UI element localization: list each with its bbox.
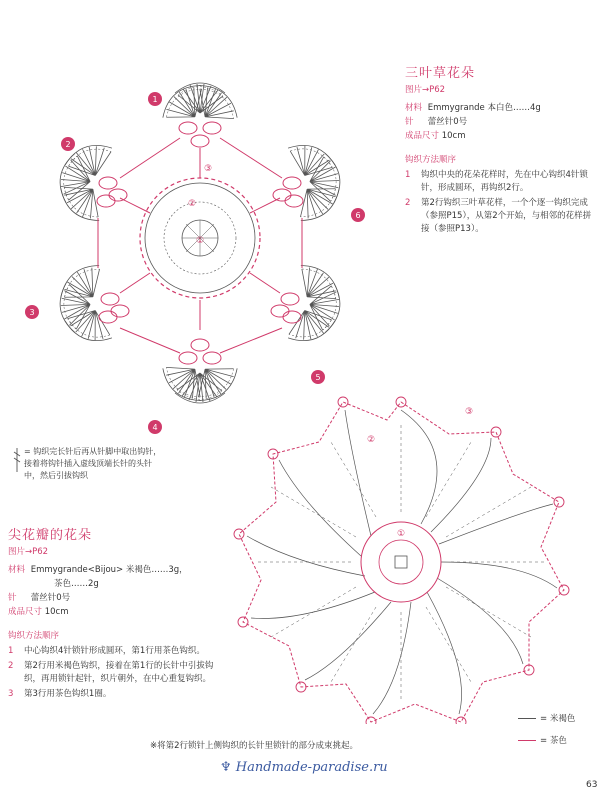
legend-line-icon (518, 740, 536, 741)
pointed-flower-info (8, 524, 218, 703)
legend-item: = 米褐色 (518, 712, 575, 724)
pointed-flower-title: 尖花瓣的花朵 (8, 528, 93, 543)
clover-flower-info (405, 62, 595, 238)
motif-number-4: 4 (152, 423, 158, 432)
motif-number-5: 5 (315, 373, 321, 382)
pointed-flower-diagram (218, 382, 580, 724)
clover-flower-title: 三叶草花朵 (405, 66, 476, 81)
motif-number-6: 6 (355, 211, 361, 220)
pointed-steps-title: 钩织方法顺序 (8, 631, 60, 641)
step-item: 1 中心钩织4针锁针形成圆环，第1行用茶色钩织。 (8, 646, 205, 656)
clover-flower-photo-ref: 图片→P62 (405, 85, 446, 95)
spec-row: 针 蕾丝针0号 (8, 593, 71, 603)
spec-row: 材料 Emmygrande 本白色……4g (405, 103, 541, 113)
row-number-1: ① (396, 529, 406, 539)
motif-number-3: 3 (29, 308, 35, 317)
watermark: ♆ Handmade-paradise.ru (220, 760, 388, 775)
row-number-2: ② (366, 435, 376, 445)
watermark-candle-icon: ♆ (220, 760, 232, 775)
step-item: 3 第3行用茶色钩织1圈。 (8, 689, 112, 699)
stitch-note-text: = 钩织完长针后再从针脚中取出钩针，接着将钩针插入虚线顶端长针的头针中，然后引拔钩织 (24, 447, 162, 480)
pointed-flower-specs (8, 563, 218, 619)
legend-item: = 茶色 (518, 734, 575, 746)
motif-number-1: 1 (152, 95, 158, 104)
color-legend (518, 712, 575, 746)
clover-steps-title: 钩织方法顺序 (405, 155, 457, 165)
row-number-1: ① (195, 236, 205, 246)
legend-line-icon (518, 718, 536, 719)
spec-row: 成品尺寸 10cm (8, 607, 69, 617)
row-number-3: ③ (203, 164, 213, 174)
page-number: 63 (586, 780, 598, 790)
clover-steps-list (405, 169, 595, 236)
spec-row: 成品尺寸 10cm (405, 131, 466, 141)
pointed-flower-photo-ref: 图片→P62 (8, 547, 49, 557)
spec-row: 针 蕾丝针0号 (405, 117, 468, 127)
stitch-symbol-icon (12, 446, 22, 474)
row-number-2: ② (187, 199, 197, 209)
step-item: 2 第2行用米褐色钩织，接着在第1行的长针中引拔钩织，再用锁针起针，织片朝外，在中心重复钩织。 (8, 661, 214, 684)
stitch-note (12, 446, 162, 482)
motif-number-2: 2 (65, 140, 71, 149)
spec-row: 茶色……2g (54, 579, 99, 589)
clover-flower-specs (405, 101, 595, 143)
row-number-3: ③ (464, 407, 474, 417)
step-item: 1 钩织中央的花朵花样时，先在中心钩织4针锁针，形成圆环，再钩织2行。 (405, 170, 588, 193)
step-item: 2 第2行钩织三叶草花样，一个个逐一钩织完成（参照P15），从第2个开始，与相邻的花样拼接（参照P13）。 (405, 198, 592, 234)
spec-row: 材料 Emmygrande<Bijou> 米褐色……3g， (8, 565, 188, 575)
pointed-steps-list (8, 645, 218, 701)
footer-note: ※将第2行锁针上侧钩织的长针里锁针的部分成束挑起。 (150, 741, 359, 751)
